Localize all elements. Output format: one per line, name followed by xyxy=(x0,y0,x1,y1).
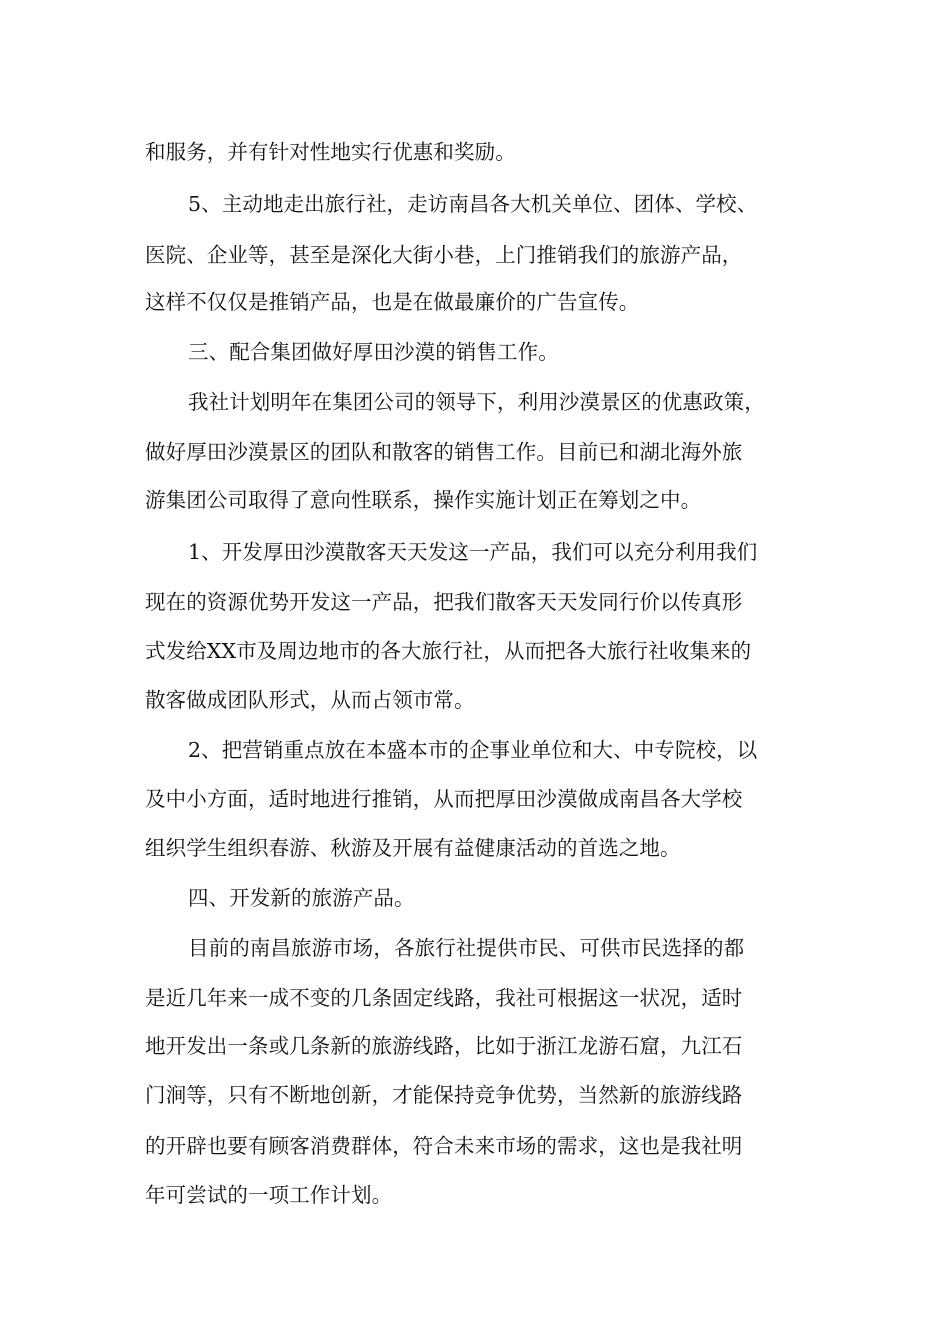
text-line: 现在的资源优势开发这一产品，把我们散客天天发同行价以传真形 xyxy=(145,590,743,614)
text-line: 散客做成团队形式，从而占领市常。 xyxy=(145,688,475,712)
text-line: 1、开发厚田沙漠散客天天发这一产品，我们可以充分利用我们 xyxy=(188,540,758,564)
text-line: 5、主动地走出旅行社，走访南昌各大机关单位、团体、学校、 xyxy=(188,192,758,216)
text-line: 及中小方面，适时地进行推销，从而把厚田沙漠做成南昌各大学校 xyxy=(145,787,743,811)
text-line: 和服务，并有针对性地实行优惠和奖励。 xyxy=(145,140,516,164)
text-line: 三、配合集团做好厚田沙漠的销售工作。 xyxy=(188,340,559,364)
text-line: 这样不仅仅是推销产品，也是在做最廉价的广告宣传。 xyxy=(145,290,640,314)
text-line: 组织学生组织春游、秋游及开展有益健康活动的首选之地。 xyxy=(145,836,681,860)
text-line: 地开发出一条或几条新的旅游线路，比如于浙江龙游石窟，九江石 xyxy=(145,1034,743,1058)
text-line: 我社计划明年在集团公司的领导下，利用沙漠景区的优惠政策， xyxy=(188,390,765,414)
text-line: 门涧等，只有不断地创新，才能保持竞争优势，当然新的旅游线路 xyxy=(145,1083,743,1107)
text-line: 四、开发新的旅游产品。 xyxy=(188,886,415,910)
text-line: 2、把营销重点放在本盛本市的企事业单位和大、中专院校，以 xyxy=(188,738,758,762)
text-line: 的开辟也要有顾客消费群体，符合未来市场的需求，这也是我社明 xyxy=(145,1134,743,1158)
text-line: 是近几年来一成不变的几条固定线路，我社可根据这一状况，适时 xyxy=(145,986,743,1010)
text-line: 医院、企业等，甚至是深化大街小巷，上门推销我们的旅游产品， xyxy=(145,243,743,267)
text-line: 式发给XX市及周边地市的各大旅行社，从而把各大旅行社收集来的 xyxy=(145,639,752,663)
text-line: 年可尝试的一项工作计划。 xyxy=(145,1183,393,1207)
text-line: 游集团公司取得了意向性联系，操作实施计划正在筹划之中。 xyxy=(145,488,702,512)
text-line: 目前的南昌旅游市场，各旅行社提供市民、可供市民选择的都 xyxy=(188,936,745,960)
text-line: 做好厚田沙漠景区的团队和散客的销售工作。目前已和湖北海外旅 xyxy=(145,440,743,464)
